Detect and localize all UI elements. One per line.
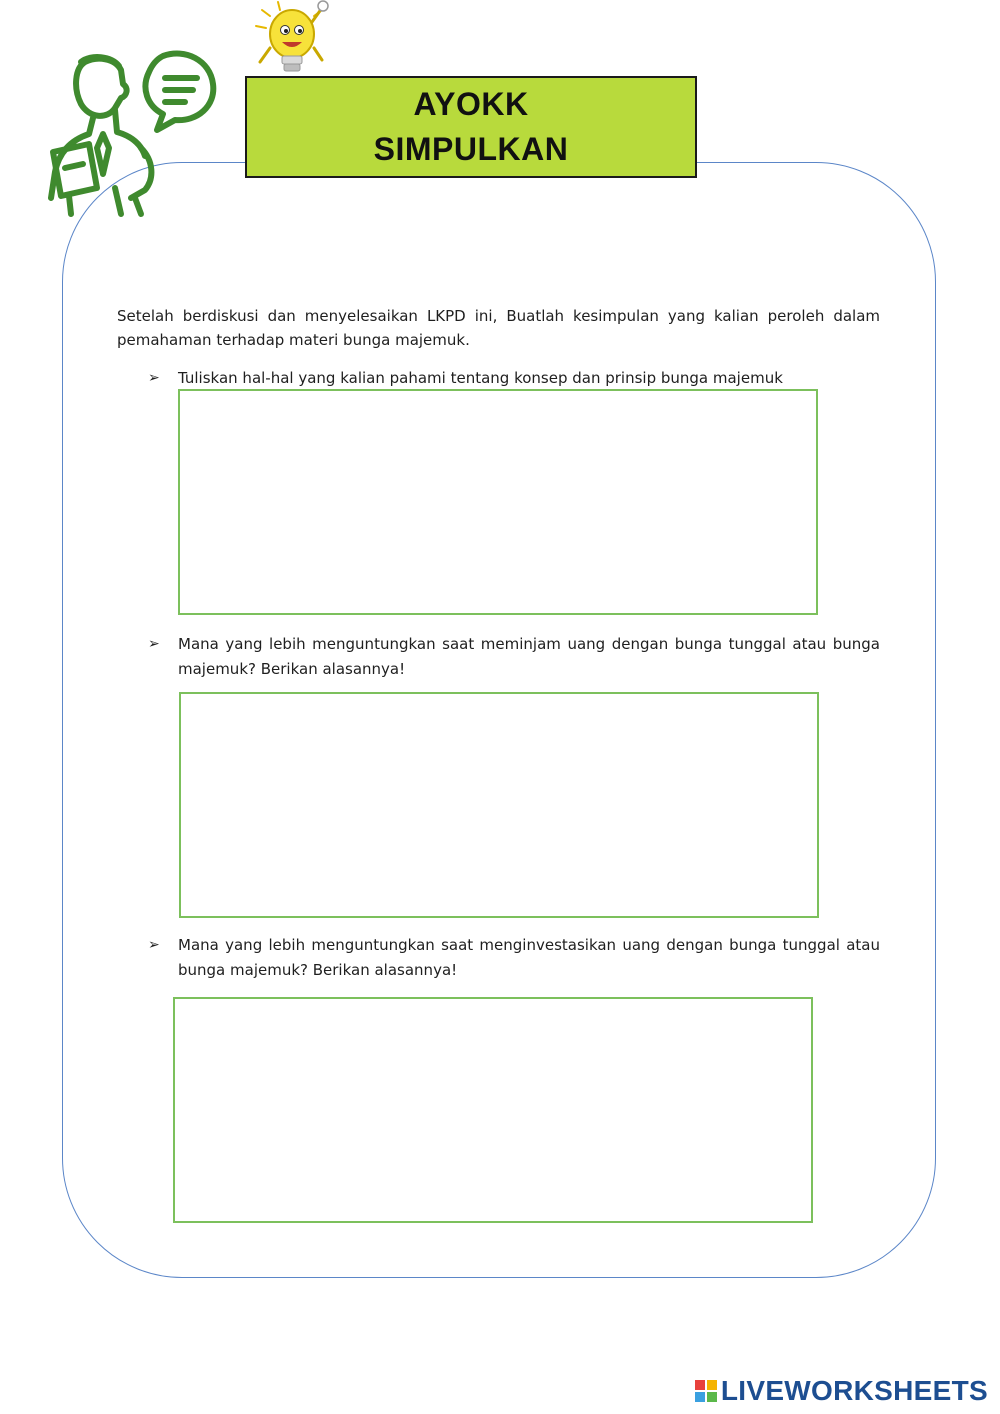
- liveworksheets-logo[interactable]: [695, 1376, 988, 1406]
- question-3-text: Mana yang lebih menguntungkan saat menginvestasikan uang dengan bunga tunggal atau bunga majemuk? Berikan alasannya!: [178, 936, 880, 979]
- lightbulb-mascot-icon: [248, 0, 338, 78]
- bullet-arrow-icon: ➢: [148, 636, 160, 652]
- question-1-text: Tuliskan hal-hal yang kalian pahami tentang konsep dan prinsip bunga majemuk: [178, 369, 783, 387]
- question-3: [148, 933, 880, 983]
- page-title: [245, 76, 697, 178]
- question-2: [148, 632, 880, 682]
- answer-box-3[interactable]: [173, 997, 813, 1223]
- person-with-speech-bubble-icon: [45, 48, 220, 218]
- bullet-arrow-icon: ➢: [148, 937, 160, 953]
- brand-name: LIVEWORKSHEETS: [720, 1375, 988, 1406]
- question-1: [148, 366, 880, 391]
- intro-paragraph: Setelah berdiskusi dan menyelesaikan LKPD ini, Buatlah kesimpulan yang kalian peroleh dalam pemahaman terhadap materi bunga majemuk.: [117, 307, 880, 349]
- question-2-text: Mana yang lebih menguntungkan saat meminjam uang dengan bunga tunggal atau bunga majemuk? Berikan alasannya!: [178, 635, 880, 678]
- liveworksheets-logo-icon: [695, 1380, 717, 1402]
- answer-box-2[interactable]: [179, 692, 819, 918]
- bullet-arrow-icon: ➢: [148, 370, 160, 386]
- answer-box-1[interactable]: [178, 389, 818, 615]
- title-line-1: AYOKK: [413, 86, 529, 122]
- title-line-2: SIMPULKAN: [373, 131, 569, 167]
